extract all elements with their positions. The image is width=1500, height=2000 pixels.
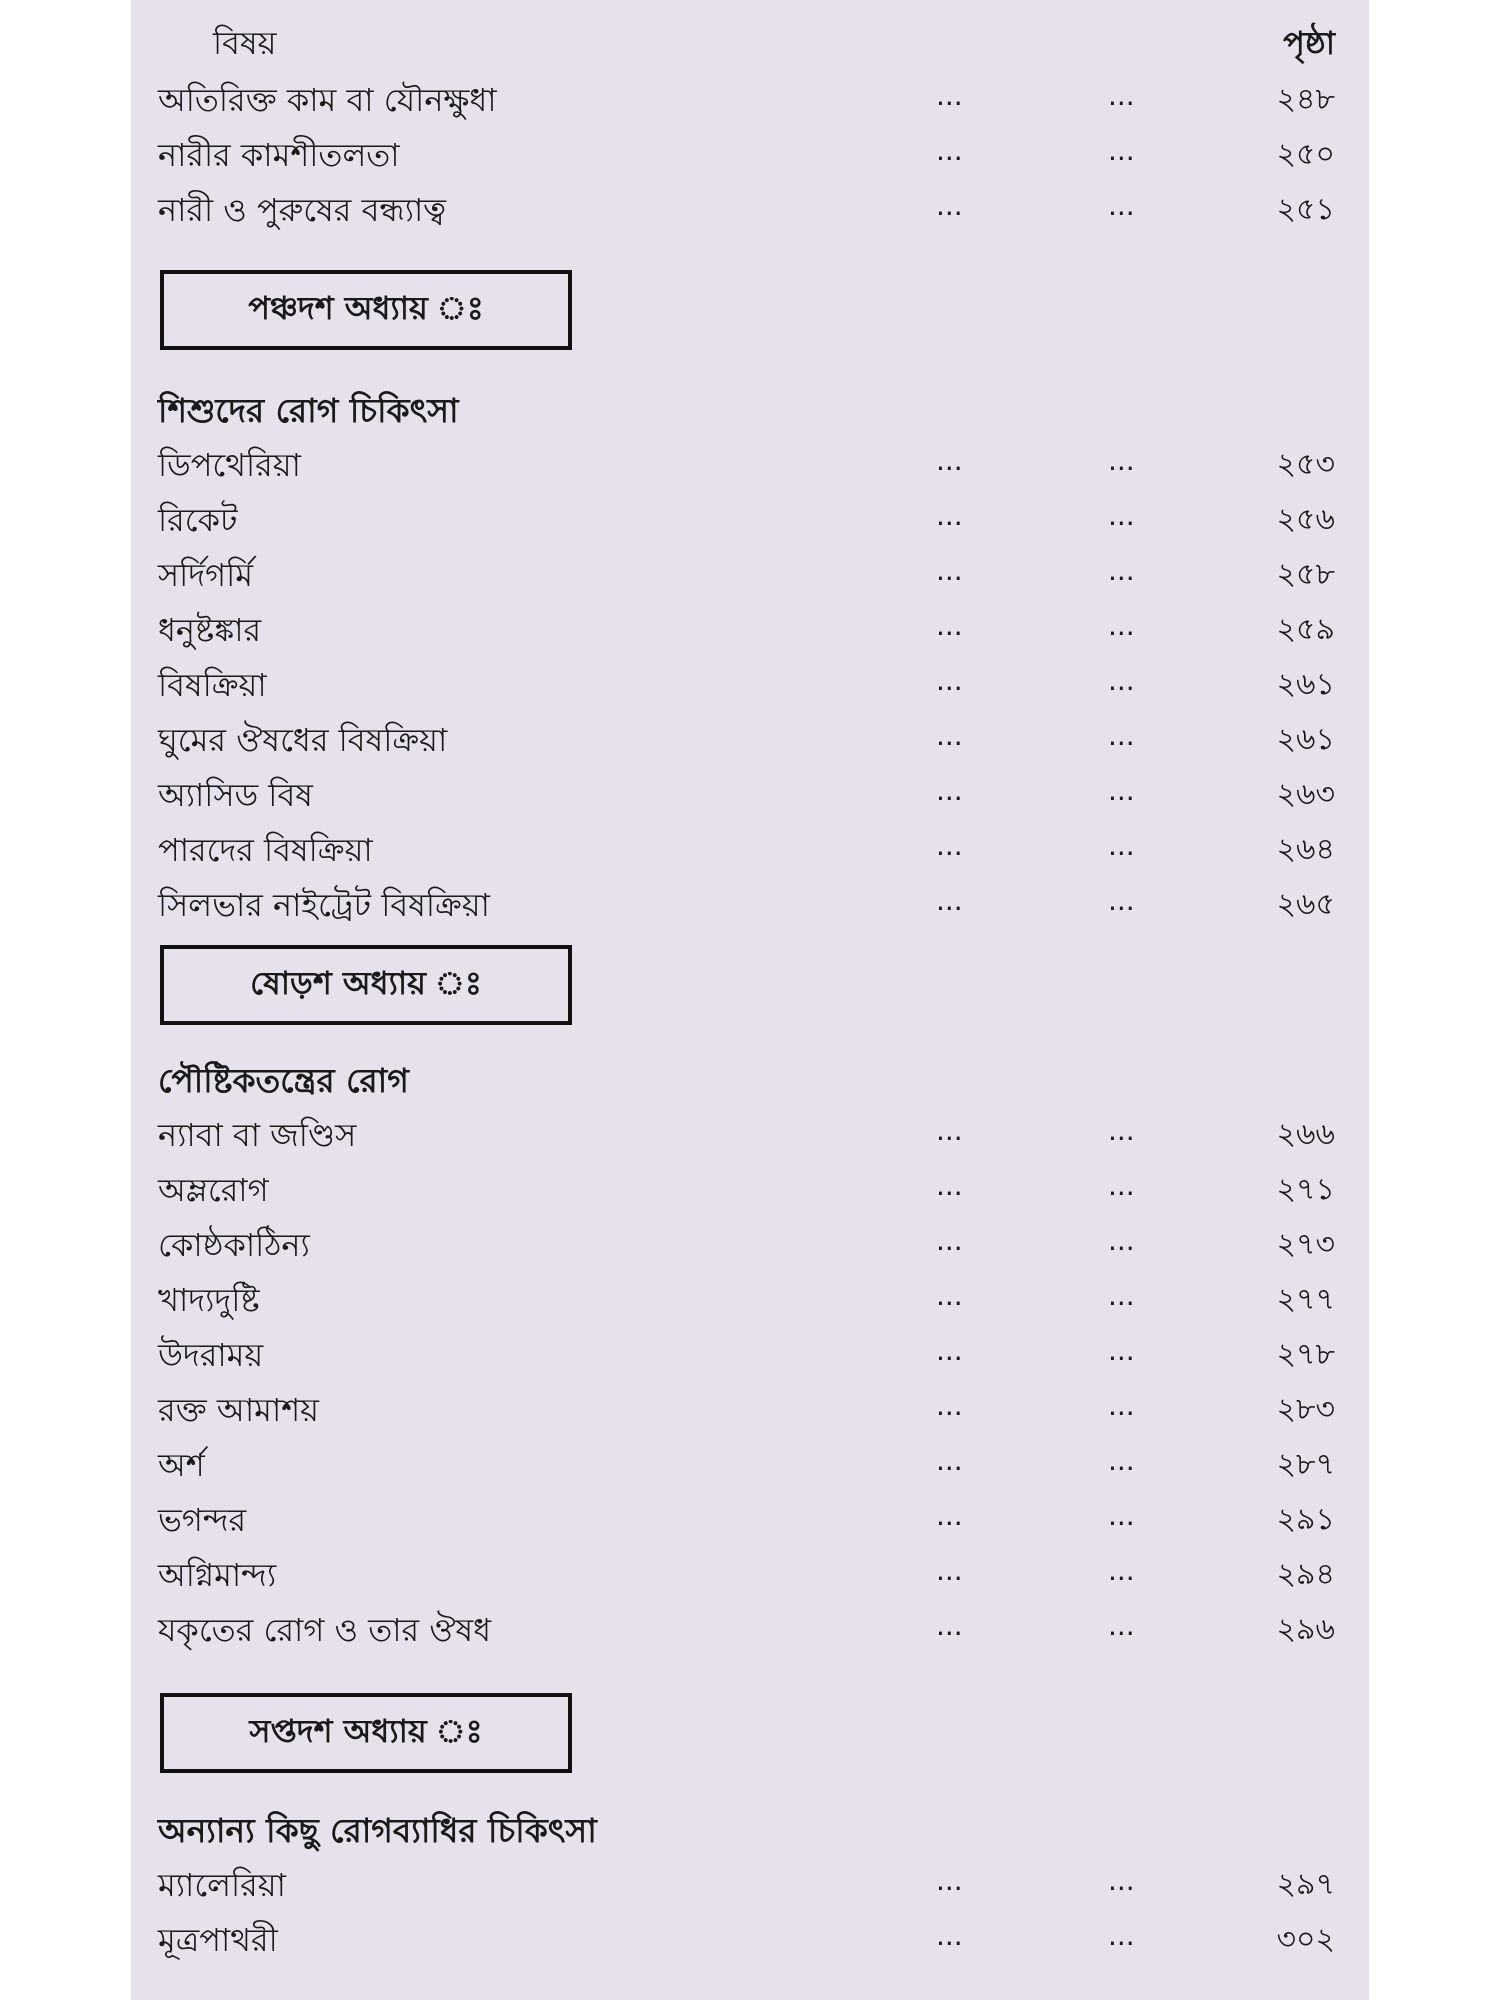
leader-dots: ... (1108, 1224, 1135, 1257)
leader-dots: ... (1108, 609, 1135, 642)
leader-dots: ... (936, 1334, 963, 1367)
toc-entry (131, 1165, 1369, 1215)
toc-entry (131, 1495, 1369, 1545)
leader-dots: ... (1108, 1444, 1135, 1477)
toc-entry (131, 1440, 1369, 1490)
toc-entry (131, 660, 1369, 710)
book-page (131, 0, 1369, 2000)
toc-entry (131, 825, 1369, 875)
entry-title: ভগন্দর (158, 1501, 247, 1539)
leader-dots: ... (1108, 134, 1135, 167)
leader-dots: ... (1108, 1169, 1135, 1202)
section-title: শিশুদের রোগ চিকিৎসা (158, 391, 459, 430)
leader-dots: ... (1108, 829, 1135, 862)
subject-column-label: বিষয় (213, 24, 277, 62)
entry-title: রিকেট (158, 501, 238, 539)
toc-header (131, 18, 1369, 68)
entry-page-number: ২৬৫ (1276, 887, 1335, 922)
leader-dots: ... (1108, 1554, 1135, 1587)
chapter-heading: ষোড়শ অধ্যায় ঃ (250, 964, 482, 1002)
toc-entry (131, 1915, 1369, 1965)
leader-dots: ... (936, 499, 963, 532)
entry-page-number: ২৬৬ (1276, 1117, 1335, 1152)
toc-entry (131, 1605, 1369, 1655)
toc-entry (131, 440, 1369, 490)
entry-title: নারী ও পুরুষের বন্ধ্যাত্ব (158, 191, 447, 229)
leader-dots: ... (936, 884, 963, 917)
leader-dots: ... (936, 444, 963, 477)
leader-dots: ... (936, 1499, 963, 1532)
entry-page-number: ২৬৪ (1276, 832, 1335, 867)
leader-dots: ... (1108, 1499, 1135, 1532)
toc-entry (131, 880, 1369, 930)
entry-page-number: ২৯৪ (1276, 1557, 1335, 1592)
entry-page-number: ২৬৩ (1276, 777, 1335, 812)
section-title: অন্যান্য কিছু রোগব্যাধির চিকিৎসা (158, 1811, 597, 1850)
entry-title: ন্যাবা বা জণ্ডিস (158, 1116, 357, 1154)
leader-dots: ... (1108, 499, 1135, 532)
entry-page-number: ২৫৮ (1276, 557, 1335, 592)
leader-dots: ... (936, 1389, 963, 1422)
chapter-heading-box (160, 1693, 572, 1773)
leader-dots: ... (936, 1554, 963, 1587)
leader-dots: ... (936, 664, 963, 697)
leader-dots: ... (1108, 719, 1135, 752)
leader-dots: ... (936, 1169, 963, 1202)
entry-title: বিষক্রিয়া (158, 666, 267, 704)
entry-title: ঘুমের ঔষধের বিষক্রিয়া (158, 721, 448, 759)
leader-dots: ... (1108, 1334, 1135, 1367)
entry-page-number: ২৫৬ (1276, 502, 1335, 537)
entry-page-number: ২৫১ (1276, 192, 1335, 227)
leader-dots: ... (1108, 1279, 1135, 1312)
entry-page-number: ২৫৯ (1276, 612, 1335, 647)
page-column-label: পৃষ্ঠা (1283, 24, 1335, 62)
leader-dots: ... (936, 189, 963, 222)
leader-dots: ... (936, 1279, 963, 1312)
entry-title: ধনুষ্টঙ্কার (158, 611, 262, 649)
toc-entry (131, 1385, 1369, 1435)
entry-title: নারীর কামশীতলতা (158, 136, 400, 174)
entry-title: খাদ্যদুষ্টি (158, 1281, 260, 1319)
leader-dots: ... (1108, 884, 1135, 917)
leader-dots: ... (936, 829, 963, 862)
leader-dots: ... (1108, 664, 1135, 697)
chapter-heading-box (160, 945, 572, 1025)
leader-dots: ... (1108, 554, 1135, 587)
entry-page-number: ২৫০ (1276, 137, 1335, 172)
entry-page-number: ২৬১ (1276, 667, 1335, 702)
entry-title: ডিপথেরিয়া (158, 446, 301, 484)
entry-title: অ্যাসিড বিষ (158, 776, 313, 814)
entry-page-number: ২৮৩ (1276, 1392, 1335, 1427)
entry-page-number: ২৯৭ (1276, 1867, 1335, 1902)
leader-dots: ... (936, 774, 963, 807)
toc-entry (131, 550, 1369, 600)
entry-title: মূত্রপাথরী (158, 1921, 278, 1959)
leader-dots: ... (1108, 1609, 1135, 1642)
entry-title: অম্লরোগ (158, 1171, 269, 1209)
section-title: পৌষ্টিকতন্ত্রের রোগ (158, 1061, 409, 1100)
leader-dots: ... (936, 1864, 963, 1897)
entry-page-number: ২৭৮ (1276, 1337, 1335, 1372)
toc-entry (131, 1275, 1369, 1325)
entry-page-number: ২৯১ (1276, 1502, 1335, 1537)
entry-title: উদরাময় (158, 1336, 264, 1374)
entry-page-number: ২৭৭ (1276, 1282, 1335, 1317)
chapter-heading-box (160, 270, 572, 350)
leader-dots: ... (936, 1919, 963, 1952)
chapter-heading: পঞ্চদশ অধ্যায় ঃ (248, 289, 484, 327)
leader-dots: ... (1108, 774, 1135, 807)
toc-entry (131, 1550, 1369, 1600)
toc-entry (131, 495, 1369, 545)
entry-page-number: ২৮৭ (1276, 1447, 1335, 1482)
toc-entry (131, 715, 1369, 765)
leader-dots: ... (1108, 1114, 1135, 1147)
toc-entry (131, 1860, 1369, 1910)
entry-title: অর্শ (158, 1446, 205, 1484)
entry-title: ম্যালেরিয়া (158, 1866, 286, 1904)
leader-dots: ... (936, 1114, 963, 1147)
leader-dots: ... (936, 134, 963, 167)
entry-title: পারদের বিষক্রিয়া (158, 831, 373, 869)
leader-dots: ... (936, 79, 963, 112)
leader-dots: ... (1108, 1919, 1135, 1952)
leader-dots: ... (1108, 189, 1135, 222)
entry-title: কোষ্ঠকাঠিন্য (158, 1226, 310, 1264)
entry-page-number: ২৭১ (1276, 1172, 1335, 1207)
leader-dots: ... (1108, 1389, 1135, 1422)
toc-entry (131, 130, 1369, 180)
entry-page-number: ২৫৩ (1276, 447, 1335, 482)
toc-entry (131, 605, 1369, 655)
entry-page-number: ২৬১ (1276, 722, 1335, 757)
toc-entry (131, 75, 1369, 125)
leader-dots: ... (936, 1444, 963, 1477)
leader-dots: ... (936, 554, 963, 587)
entry-title: অগ্নিমান্দ্য (158, 1556, 277, 1594)
entry-page-number: ২৭৩ (1276, 1227, 1335, 1262)
entry-title: রক্ত আমাশয় (158, 1391, 320, 1429)
leader-dots: ... (936, 1609, 963, 1642)
toc-entry (131, 1110, 1369, 1160)
leader-dots: ... (936, 609, 963, 642)
entry-title: সর্দিগর্মি (158, 556, 254, 594)
entry-title: অতিরিক্ত কাম বা যৌনক্ষুধা (158, 81, 497, 119)
leader-dots: ... (1108, 79, 1135, 112)
chapter-heading: সপ্তদশ অধ্যায় ঃ (249, 1712, 483, 1750)
entry-title: যকৃতের রোগ ও তার ঔষধ (158, 1611, 492, 1649)
toc-entry (131, 770, 1369, 820)
toc-entry (131, 1330, 1369, 1380)
leader-dots: ... (936, 1224, 963, 1257)
entry-page-number: ২৯৬ (1276, 1612, 1335, 1647)
leader-dots: ... (1108, 444, 1135, 477)
entry-page-number: ৩০২ (1276, 1922, 1335, 1957)
toc-entry (131, 185, 1369, 235)
toc-entry (131, 1220, 1369, 1270)
leader-dots: ... (936, 719, 963, 752)
leader-dots: ... (1108, 1864, 1135, 1897)
entry-title: সিলভার নাইট্রেট বিষক্রিয়া (158, 886, 490, 924)
entry-page-number: ২৪৮ (1276, 82, 1335, 117)
